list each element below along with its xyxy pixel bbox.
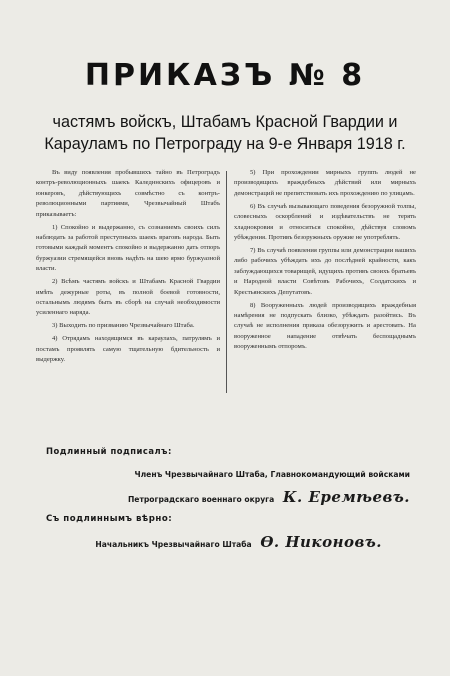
order-body [0, 168, 450, 396]
paragraph-intro: Въ виду появления пробывшихъ тайно въ Петроградъ контръ-революционныхъ шаекъ Каледннскихъ офицеровъ и юнкеровъ, дѣйствующихъ совмѣстно съ контръ-революционными партиями, Чрезвычайный Штабъ приказываетъ: [36, 169, 220, 218]
paragraph-8: 8) Вооруженныхъ людей производящихъ враждебныя намѣрения не подпускать близко, убѣждать разойтись. Въ случаѣ не исполнения приказа обезоружить и арестовать. На вооруженное нападение отвѣчать беспощаднымъ вооруженнымъ отпоромъ. [234, 301, 416, 351]
document-title: ПРИКАЗЪ № 8 [84, 58, 366, 93]
paragraph-4: 4) Отрядамъ находящимся въ караулахъ, патрулямъ и постамъ проявлять самую тщательную бдительность и выдержку. [36, 335, 220, 364]
paragraph-6: 6) Въ случаѣ вызывающаго поведения безоружной толпы, словесныхъ оскорблений и издѣвательствъ не терять хладнокровия и относиться спокойно, дѣйствуя словомъ убѣждения. Противъ безоружныхъ оружие не употреблять. [234, 202, 416, 242]
paragraph-3: 3) Выходить по призванию Чрезвычайнаго Штаба. [52, 322, 195, 330]
signatory-district: Петроградскаго военнаго округа [127, 495, 275, 504]
chief-name: Ѳ. Никоновъ. [260, 533, 382, 551]
signatory-title-line: Членъ Чрезвычайнаго Штаба, Главнокомандующий войсками [134, 470, 410, 479]
document-subtitle: частямъ войскъ, Штабамъ Красной Гвардии и Карауламъ по Петрограду на 9-е Января 1918 г. [44, 113, 406, 153]
chief-title: Начальникъ Чрезвычайнаго Штаба [95, 540, 252, 549]
paragraph-2: 2) Всѣмъ частямъ войскъ и Штабамъ Красной Гвардии имѣть дежурные роты, въ полной боевой готовности, остальнымъ людямъ быть въ сборѣ на случай необходимости усиленнаго наряда. [36, 278, 220, 317]
right-column [234, 168, 416, 355]
left-column [36, 168, 220, 368]
paragraph-1: 1) Спокойно и выдержанно, съ сознаниемъ своихъ силъ наблюдать за работой преступныхъ шаекъ враговъ народа. Быть готовыми каждый моментъ спокойно и выдержанно дать отпоръ буржуазии стремящейся вновь надѣть на шею ярмо буржуазной власти. [36, 223, 220, 273]
column-divider [226, 171, 227, 393]
chief-signature-line [95, 533, 382, 551]
signature-heading: Подлинный подписалъ: [46, 446, 172, 456]
paragraph-7: 7) Въ случаѣ появления группы или демонстрации вашихъ либо рабочихъ убѣждать ихъ до послѣдней крайности, какъ заблуждающихся товарищей, идущихъ противъ своихъ братьевъ и Народной власти Совѣтовъ Рабочихъ, Солдатскихъ и Крестьянскихъ Депутатовъ. [234, 247, 416, 296]
signatory-name: К. Еремѣевъ. [282, 488, 410, 506]
paragraph-5: 5) При прохождении мирныхъ группъ людей не производящихъ враждебныхъ дѣйствий или мирныхъ демонстраций не препятствовать ихъ прохождению по улицамъ. [234, 169, 416, 197]
verification-heading: Съ подлиннымъ вѣрно: [46, 514, 173, 524]
signatory-district-line [128, 488, 410, 506]
